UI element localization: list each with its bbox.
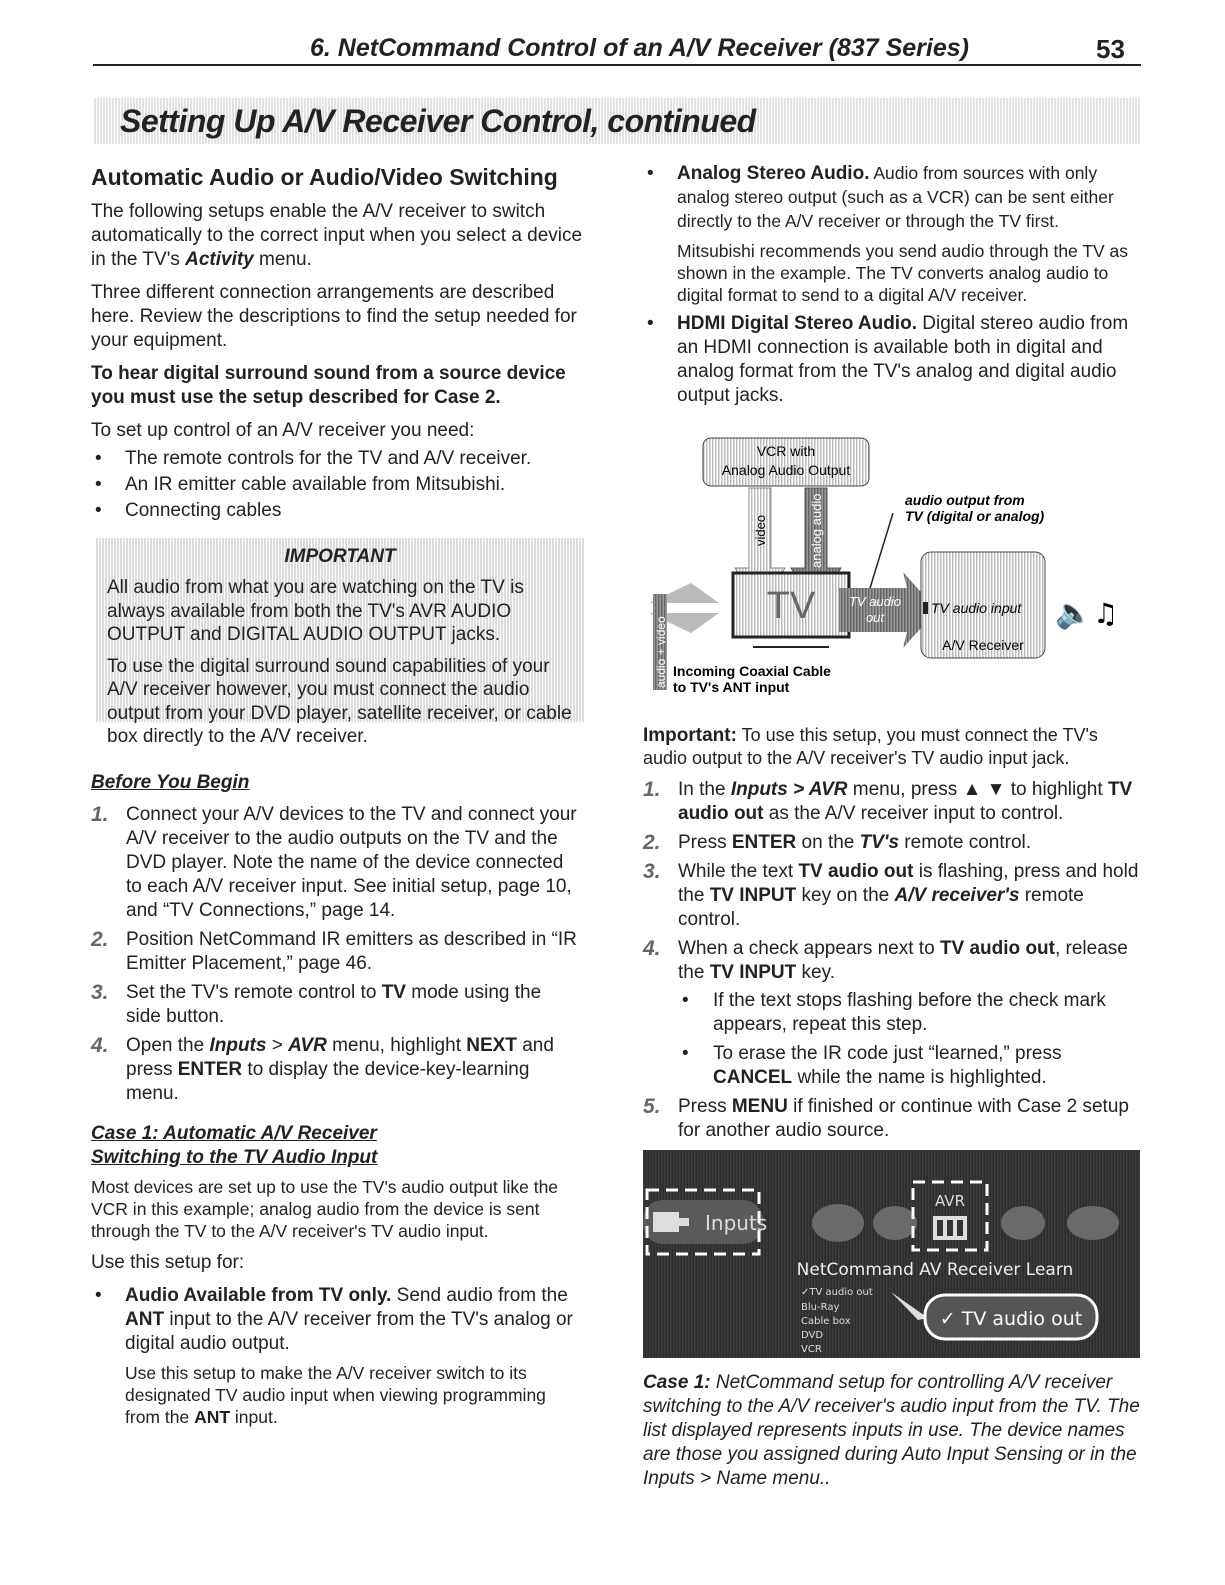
important-title: IMPORTANT: [284, 546, 396, 567]
step-item: 3. Set the TV's remote control to TV mode using the side button.: [91, 981, 542, 1027]
bullet-analog: • Analog Stereo Audio. Audio from sources with only analog stereo output (such as a VCR) can be sent either directly to the A/V receiver or through the TV first. Mitsubishi recommends you send audio through the TV as shown in the example. The TV converts analog audio to digital format to send to a digital A/V receiver.: [643, 162, 1141, 306]
use-for-text: Use this setup for:: [91, 1252, 245, 1273]
menu-icon-2: [873, 1206, 917, 1240]
need-text: To set up control of an A/V receiver you need:: [91, 420, 475, 441]
vcr-label-2: Analog Audio Output: [721, 462, 851, 478]
bullet-hdmi: • HDMI Digital Stereo Audio. Digital stereo audio from an HDMI connection is available both in digital and analog format from the TV's analog and digital audio output jacks.: [643, 312, 1141, 408]
step-item: 2. Position NetCommand IR emitters as described in “IR Emitter Placement,” page 46.: [91, 928, 577, 974]
step-item: 4. Open the Inputs > AVR menu, highlight NEXT and press ENTER to display the device-key-learning menu.: [91, 1034, 554, 1104]
analog-audio-label: analog audio: [809, 493, 824, 568]
step-item: 4. When a check appears next to TV audio out, release the TV INPUT key. • If the text stops flashing before the check mark appears, repeat this step. • To erase the IR code just “learned,” press CANCEL while the name is highlighted.: [643, 937, 1141, 1090]
osd-list-item: ✓TV audio out: [801, 1287, 873, 1298]
step-item: 1. Connect your A/V devices to the TV and connect your A/V receiver to the audio outputs on the TV and the DVD player. Note the name of the device connected to each A/V receiver input. See initial setup, page 10, and “TV Connections,” page 14.: [91, 803, 577, 921]
sub-item: • To erase the IR code just “learned,” press CANCEL while the name is highlighted.: [678, 1042, 1141, 1090]
use-for-list: [91, 1284, 581, 1428]
sub-item: • If the text stops flashing before the check mark appears, repeat this step.: [678, 989, 1141, 1037]
osd-list-item: DVD: [801, 1330, 824, 1341]
inputs-label: Inputs: [705, 1211, 768, 1235]
audio-out-label-2: TV (digital or analog): [905, 508, 1045, 524]
important-p1: All audio from what you are watching on the TV is always available from both the TV's AVR AUDIO OUTPUT and DIGITAL AUDIO OUTPUT jacks.: [107, 577, 524, 645]
need-list: [91, 447, 591, 523]
audio-types-list: [643, 162, 1141, 408]
audio-video-label: audio + video: [654, 616, 668, 688]
bullet-note: Use this setup to make the A/V receiver switch to its designated TV audio input when viewing programming from the ANT input.: [125, 1363, 546, 1427]
receiver-jack: [923, 602, 928, 614]
coax-label-2: to TV's ANT input: [673, 679, 790, 695]
osd-list-item: VCR: [801, 1344, 822, 1355]
tv-audio-label-1: TV audio: [848, 594, 902, 609]
section-title: Setting Up A/V Receiver Control, continued: [120, 103, 756, 139]
menu-icon-4: [1067, 1206, 1119, 1240]
before-you-begin-heading: Before You Begin: [91, 772, 250, 793]
tv-label: TV: [766, 585, 816, 627]
connection-diagram: [643, 428, 1141, 700]
avr-label: AVR: [935, 1192, 965, 1210]
vcr-label-1: VCR with: [756, 443, 816, 459]
heading-auto-switching: Automatic Audio or Audio/Video Switching: [91, 164, 558, 190]
case1-paragraph: Most devices are set up to use the TV's audio output like the VCR in this example; analog audio from the device is sent through the TV to the A/V receiver's TV audio input.: [91, 1177, 559, 1241]
chapter-title: 6. NetCommand Control of an A/V Receiver (837 Series): [310, 34, 969, 62]
page-number: 53: [1096, 34, 1125, 64]
case1-heading: Case 1: Automatic A/V Receiver Switching to the TV Audio Input: [91, 1123, 378, 1168]
osd-list-item: Blu-Ray: [801, 1302, 840, 1313]
left-column-bottom: [91, 771, 581, 1438]
speaker-icon: 🔈: [1055, 596, 1093, 631]
important-note: Important: To use this setup, you must connect the TV's audio output to the A/V receiver's TV audio input jack.: [643, 725, 1098, 768]
tv-audio-label-2: out: [865, 610, 885, 625]
intro-paragraph-2: Three different connection arrangements are described here. Review the descriptions to find the setup needed for your equipment.: [91, 282, 577, 351]
before-steps: [91, 803, 581, 1106]
need-item: • An IR emitter cable available from Mitsubishi.: [91, 473, 591, 497]
bullet-audio-tv-only: • Audio Available from TV only. Send audio from the ANT input to the A/V receiver from the TV's analog or digital audio output. Use this setup to make the A/V receiver switch to its designated TV audio input when viewing programming from the ANT input.: [91, 1284, 581, 1428]
video-label: video: [753, 514, 768, 546]
step-item: 1. In the Inputs > AVR menu, press ▲ ▼ to highlight TV audio out as the A/V receiver input to control.: [643, 778, 1133, 824]
analog-note: Mitsubishi recommends you send audio through the TV as shown in the example. The TV converts analog audio to digital format to send to a digital A/V receiver.: [677, 241, 1129, 305]
step-item: 3. While the text TV audio out is flashing, press and hold the TV INPUT key on the A/V receiver's remote control.: [643, 860, 1139, 930]
callout-line: [867, 513, 893, 598]
header-rule: [93, 64, 1141, 66]
osd-title: NetCommand AV Receiver Learn: [796, 1260, 1074, 1280]
coax-label-1: Incoming Coaxial Cable: [673, 663, 831, 679]
figure-caption: Case 1: NetCommand setup for controlling A/V receiver switching to the A/V receiver's audio input from the TV. The list displayed represents inputs in use. The device names are those you assigned during Auto Input Sensing or in the Inputs > Name menu..: [643, 1372, 1140, 1489]
step4-sublist: [678, 989, 1141, 1090]
step-item: 5. Press MENU if finished or continue with Case 2 setup for another audio source.: [643, 1095, 1129, 1141]
right-column-top: [643, 162, 1141, 418]
need-item: • Connecting cables: [91, 499, 591, 523]
intro-bold-note: To hear digital surround sound from a source device you must use the setup described for Case 2.: [91, 363, 566, 408]
audio-out-label-1: audio output from: [905, 492, 1025, 508]
music-notes-icon: ♫: [1093, 597, 1119, 630]
important-p2: To use the digital surround sound capabilities of your A/V receiver however, you must connect the audio output from your DVD player, satellite receiver, or cable box directly to the A/V receiver.: [107, 655, 572, 747]
tv-audio-input-label: TV audio input: [931, 600, 1022, 616]
important-body: [107, 576, 577, 758]
intro-paragraph-1: The following setups enable the A/V receiver to switch automatically to the correct input when you select a device in the TV's Activity menu.: [91, 201, 583, 270]
menu-icon-3: [1001, 1206, 1045, 1240]
left-column-top: [91, 162, 591, 533]
osd-graphic: [643, 1150, 1140, 1358]
step-item: 2. Press ENTER on the TV's remote control.: [643, 831, 1032, 854]
callout-text: ✓ TV audio out: [939, 1308, 1083, 1330]
av-receiver-label: A/V Receiver: [942, 637, 1024, 653]
netcommand-osd-screenshot: [643, 1150, 1140, 1358]
learn-steps: [643, 778, 1141, 1143]
right-column-middle: [643, 724, 1141, 1148]
need-item: • The remote controls for the TV and A/V receiver.: [91, 447, 591, 471]
osd-list-item: Cable box: [801, 1316, 851, 1327]
menu-icon-1: [812, 1204, 864, 1242]
